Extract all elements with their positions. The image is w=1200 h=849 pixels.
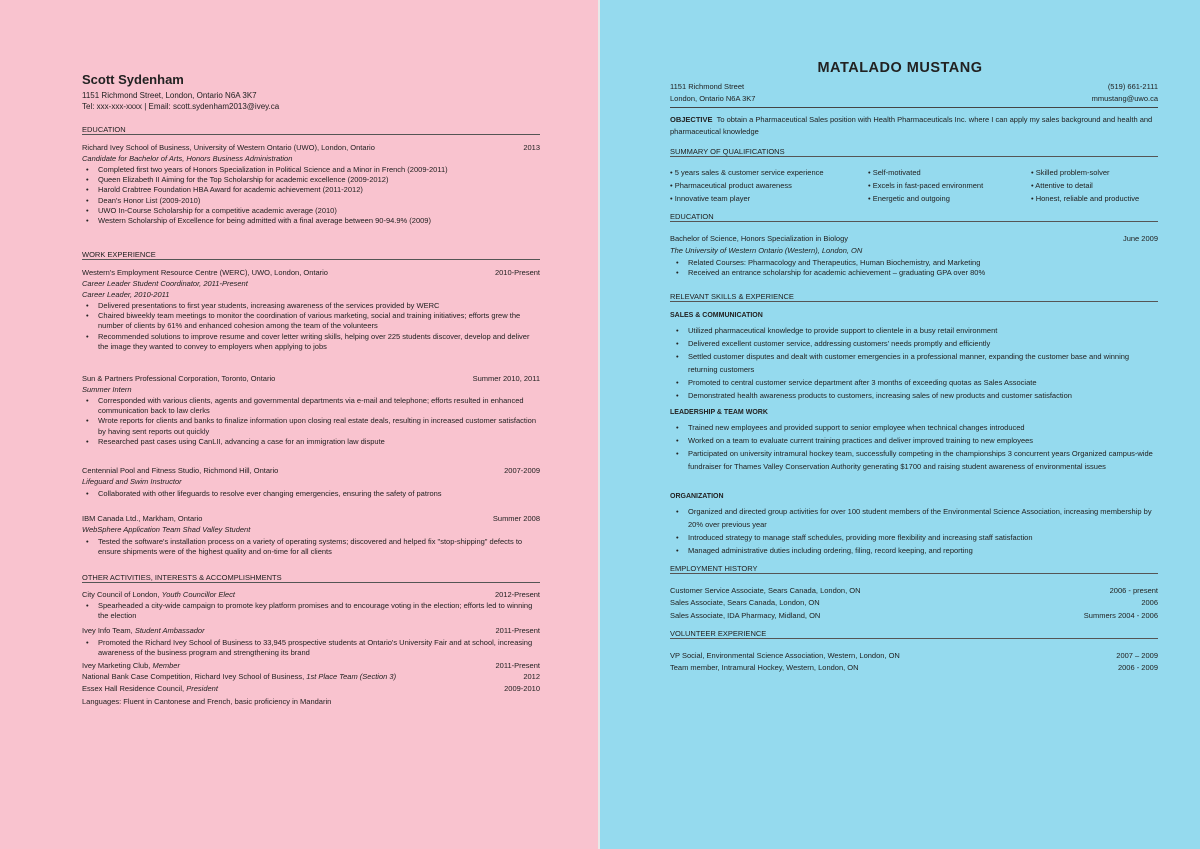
left-act3-date: 2011-Present: [495, 661, 540, 670]
volunteer-date: 2006 - 2009: [1117, 663, 1158, 672]
right-phone: (519) 661-2111: [1107, 82, 1158, 91]
qualification-text: 5 years sales & customer service experience: [674, 168, 824, 177]
left-job1-role1: Career Leader Student Coordinator, 2011-Present: [82, 279, 248, 288]
left-languages: Languages: Fluent in Cantonese and French, basic proficiency in Mandarin: [82, 697, 332, 706]
list-item: • Delivered presentations to first year students, increasing awareness of the services provided by WERC: [82, 301, 540, 311]
list-item: • Utilized pharmaceutical knowledge to provide support to clientele in a busy retail environment: [670, 324, 1160, 337]
list-item: • Related Courses: Pharmacology and Therapeutics, Human Biochemistry, and Marketing: [670, 258, 1160, 268]
right-organization-subheading: ORGANIZATION: [670, 493, 724, 500]
qualification-item: • Honest, reliable and productive: [1031, 194, 1140, 203]
right-summary-heading: SUMMARY OF QUALIFICATIONS: [670, 147, 1158, 157]
right-edu-school: The University of Western Ontario (Western), London, ON: [670, 246, 863, 255]
left-job4-list: [82, 537, 540, 557]
right-edu-list: [670, 258, 1160, 278]
left-act2-date: 2011-Present: [495, 626, 540, 635]
right-street: 1151 Richmond Street: [670, 82, 745, 91]
qualification-item: • Excels in fast-paced environment: [868, 181, 984, 190]
list-item: • Trained new employees and provided support to senior employee when technical changes introduced: [670, 421, 1160, 434]
right-sales-subheading: SALES & COMMUNICATION: [670, 312, 763, 319]
right-sales-list: [670, 324, 1160, 402]
qualification-text: Excels in fast-paced environment: [872, 181, 984, 190]
volunteer-date: 2007 – 2009: [1116, 651, 1158, 660]
list-item: • Western Scholarship of Excellence for being admitted with a final average between 90-94.9% (2009): [82, 216, 540, 226]
list-item: • Managed administrative duties including ordering, filing, record keeping, and reporting: [670, 544, 1160, 557]
list-item: • Tested the software's installation process on a variety of operating systems; discovered and helped fix "stop-shipping" defects to ensure shipments were of the highest quality and on-time for all clients: [82, 537, 540, 557]
list-item: • Corresponded with various clients, agents and governmental departments via e-mail and telephone; efforts resulted in enhanced communication back to law clerks: [82, 396, 540, 416]
left-other-heading: OTHER ACTIVITIES, INTERESTS & ACCOMPLISHMENTS: [82, 573, 540, 583]
left-contact: Tel: xxx-xxx-xxxx | Email: scott.sydenham2013@ivey.ca: [82, 102, 280, 111]
left-job1-role1-row: [82, 279, 540, 288]
right-objective-text: To obtain a Pharmaceutical Sales position with Health Pharmaceuticals Inc. where I can apply my sales background and health and pharmaceutical knowledge: [670, 115, 1153, 136]
list-item: • Completed first two years of Honors Specialization in Political Science and a Minor in French (2009-2011): [82, 165, 540, 175]
volunteer-row: [670, 663, 1158, 672]
employment-date: 2006 - present: [1109, 586, 1158, 595]
left-job4-row: [82, 514, 540, 523]
right-edu-row: [670, 234, 1158, 243]
list-item: • Demonstrated health awareness products to customers, increasing sales of new products and customer satisfaction: [670, 389, 1160, 402]
qualification-text: Pharmaceutical product awareness: [674, 181, 792, 190]
employment-date: Summers 2004 - 2006: [1083, 611, 1158, 620]
left-act2-org: Ivey Info Team,: [82, 626, 133, 635]
left-edu-row: [82, 143, 540, 152]
qualification-item: • Pharmaceutical product awareness: [670, 181, 792, 190]
right-email: mmustang@uwo.ca: [1091, 94, 1158, 103]
left-edu-list: [82, 165, 540, 226]
left-job3-date: 2007-2009: [504, 466, 540, 475]
list-item: • Researched past cases using CanLII, advancing a case for an immigration law dispute: [82, 437, 540, 447]
left-edu-degree: Candidate for Bachelor of Arts, Honors Business Administration: [82, 154, 293, 163]
left-job4-role: WebSphere Application Team Shad Valley Student: [82, 525, 251, 534]
left-act5-label: [82, 684, 218, 693]
left-edu-school: Richard Ivey School of Business, University of Western Ontario (UWO), London, Ontario: [82, 143, 375, 152]
left-act2-role: Student Ambassador: [134, 626, 205, 635]
left-act5-org: Essex Hall Residence Council,: [82, 684, 185, 693]
left-job1-role2-row: [82, 290, 540, 299]
left-act1-list: [82, 601, 540, 621]
left-act1-role: Youth Councillor Elect: [161, 590, 236, 599]
list-item: • Received an entrance scholarship for academic achievement – graduating GPA over 80%: [670, 268, 1160, 278]
employment-date: 2006: [1141, 598, 1158, 607]
left-job2-role: Summer Intern: [82, 385, 132, 394]
qualification-text: Energetic and outgoing: [872, 194, 950, 203]
list-item: • Recommended solutions to improve resume and cover letter writing skills, helping over 225 students discover, develop and deliver the image they wanted to convey to employers when applying to jobs: [82, 332, 540, 352]
list-item: • Delivered excellent customer service, addressing customers' needs promptly and efficiently: [670, 337, 1160, 350]
right-qualifications-grid: [670, 166, 1158, 205]
left-contact-block: [82, 90, 279, 112]
left-job3-row: [82, 466, 540, 475]
left-act4-label: [82, 672, 396, 681]
left-education-heading: EDUCATION: [82, 125, 540, 135]
volunteer-role: VP Social, Environmental Science Association, Western, London, ON: [670, 651, 900, 660]
right-education-heading: EDUCATION: [670, 212, 1158, 222]
volunteer-role: Team member, Intramural Hockey, Western, London, ON: [670, 663, 859, 672]
list-item: • Promoted to central customer service department after 3 months of exceeding quotas as Sales Associate: [670, 376, 1160, 389]
left-job4-title: IBM Canada Ltd., Markham, Ontario: [82, 514, 203, 523]
list-item: • UWO In-Course Scholarship for a competitive academic average (2010): [82, 206, 540, 216]
employment-row: [670, 611, 1158, 620]
left-act1-org: City Council of London,: [82, 590, 160, 599]
right-leadership-subheading: LEADERSHIP & TEAM WORK: [670, 409, 768, 416]
list-item: • Promoted the Richard Ivey School of Business to 33,945 prospective students at Ontario's University Fair and at school, increasing awareness of the business program and strengthening its brand: [82, 638, 540, 658]
qualification-text: Skilled problem-solver: [1035, 168, 1110, 177]
left-job2-role-row: [82, 385, 540, 394]
qualification-item: • Skilled problem-solver: [1031, 168, 1110, 177]
left-act1-row: [82, 590, 540, 599]
right-edu-school-row: [670, 246, 1158, 255]
left-act1-date: 2012-Present: [494, 590, 540, 599]
left-work-heading: WORK EXPERIENCE: [82, 250, 540, 260]
volunteer-row: [670, 651, 1158, 660]
list-item: • Collaborated with other lifeguards to resolve ever changing emergencies, ensuring the safety of patrons: [82, 489, 540, 499]
employment-row: [670, 586, 1158, 595]
list-item: • Spearheaded a city-wide campaign to promote key platform promises and to encourage voting in the election; efforts led to winning the election: [82, 601, 540, 621]
qualification-text: Attentive to detail: [1035, 181, 1093, 190]
left-job2-row: [82, 374, 540, 383]
right-volunteer-heading: VOLUNTEER EXPERIENCE: [670, 629, 1158, 639]
qualification-text: Self-motivated: [872, 168, 921, 177]
left-act2-label: [82, 626, 205, 635]
qualification-item: • Innovative team player: [670, 194, 751, 203]
right-objective: [670, 114, 1158, 138]
right-organization-list: [670, 505, 1160, 557]
left-act4-role: 1st Place Team (Section 3): [306, 672, 397, 681]
employment-role: Sales Associate, IDA Pharmacy, Midland, ON: [670, 611, 821, 620]
left-act4-org: National Bank Case Competition, Richard Ivey School of Business,: [82, 672, 305, 681]
left-job2-title: Sun & Partners Professional Corporation, Toronto, Ontario: [82, 374, 276, 383]
list-item: • Chaired biweekly team meetings to monitor the coordination of various marketing, social and training initiatives; efforts grew the number of clients by 61% and enhanced cohesion among the team of the volunteers: [82, 311, 540, 331]
left-act3-row: [82, 661, 540, 670]
qualification-text: Innovative team player: [674, 194, 751, 203]
qualification-item: • 5 years sales & customer service experience: [670, 168, 824, 177]
list-item: • Harold Crabtree Foundation HBA Award for academic achievement (2011-2012): [82, 185, 540, 195]
right-contact-row1: [670, 82, 1158, 91]
left-job1-title: Western's Employment Resource Centre (WERC), UWO, London, Ontario: [82, 268, 328, 277]
left-act2-list: [82, 638, 540, 658]
left-edu-year: 2013: [523, 143, 540, 152]
left-languages-row: [82, 697, 540, 706]
qualification-item: • Energetic and outgoing: [868, 194, 950, 203]
list-item: • Wrote reports for clients and banks to finalize information upon closing real estate deals, resulting in increased customer satisfaction by having sent reports out quickly: [82, 416, 540, 436]
left-job1-role2: Career Leader, 2010-2011: [82, 290, 170, 299]
list-item: • Settled customer disputes and dealt with customer emergencies in a professional manner, expanding the customer base and winning returning customers: [670, 350, 1160, 376]
right-skills-heading: RELEVANT SKILLS & EXPERIENCE: [670, 292, 1158, 302]
left-job2-date: Summer 2010, 2011: [472, 374, 540, 383]
right-objective-label: OBJECTIVE: [670, 115, 713, 124]
list-item: • Worked on a team to evaluate current training practices and deliver improved training to new employees: [670, 434, 1160, 447]
right-name: MATALADO MUSTANG: [817, 60, 983, 76]
left-name: Scott Sydenham: [82, 72, 184, 87]
left-job4-date: Summer 2008: [492, 514, 540, 523]
left-act5-date: 2009-2010: [504, 684, 540, 693]
list-item: • Introduced strategy to manage staff schedules, providing more flexibility and increasing staff satisfaction: [670, 531, 1160, 544]
left-job1-row: [82, 268, 540, 277]
left-job1-date: 2010-Present: [494, 268, 540, 277]
left-address: 1151 Richmond Street, London, Ontario N6A 3K7: [82, 91, 257, 100]
left-job3-title: Centennial Pool and Fitness Studio, Richmond Hill, Ontario: [82, 466, 279, 475]
left-job3-role: Lifeguard and Swim Instructor: [82, 477, 182, 486]
list-item: • Dean's Honor List (2009-2010): [82, 196, 540, 206]
left-act3-label: [82, 661, 180, 670]
qualification-text: Honest, reliable and productive: [1035, 194, 1140, 203]
qualification-item: • Attentive to detail: [1031, 181, 1093, 190]
left-job1-list: [82, 301, 540, 352]
right-leadership-list: [670, 421, 1160, 473]
left-act5-role: President: [186, 684, 218, 693]
list-item: • Participated on university intramural hockey team, successfully competing in the championships 3 concurrent years Organized campus-wide fundraiser for Thames Valley Conservation Authority generating $1700 and raising student awareness of environmental issues: [670, 447, 1160, 473]
left-job3-role-row: [82, 477, 540, 486]
left-edu-degree-row: [82, 154, 540, 163]
qualification-item: • Self-motivated: [868, 168, 921, 177]
right-city: London, Ontario N6A 3K7: [670, 94, 756, 103]
right-edu-degree: Bachelor of Science, Honors Specialization in Biology: [670, 234, 849, 243]
employment-role: Sales Associate, Sears Canada, London, ON: [670, 598, 820, 607]
right-contact-row2: [670, 94, 1158, 108]
left-job2-list: [82, 396, 540, 447]
left-job3-list: [82, 489, 540, 499]
employment-role: Customer Service Associate, Sears Canada, London, ON: [670, 586, 861, 595]
left-act5-row: [82, 684, 540, 693]
left-act2-row: [82, 626, 540, 635]
left-act4-row: [82, 672, 540, 681]
left-act4-date: 2012: [523, 672, 540, 681]
right-employment-heading: EMPLOYMENT HISTORY: [670, 564, 1158, 574]
left-act3-role: Member: [152, 661, 180, 670]
list-item: • Queen Elizabeth II Aiming for the Top Scholarship for academic excellence (2009-2012): [82, 175, 540, 185]
left-act1-label: [82, 590, 235, 599]
left-act3-org: Ivey Marketing Club,: [82, 661, 151, 670]
list-item: • Organized and directed group activities for over 100 student members of the Environmental Science Association, increasing membership by 20% over previous year: [670, 505, 1160, 531]
left-job4-role-row: [82, 525, 540, 534]
employment-row: [670, 598, 1158, 607]
right-edu-date: June 2009: [1122, 234, 1158, 243]
